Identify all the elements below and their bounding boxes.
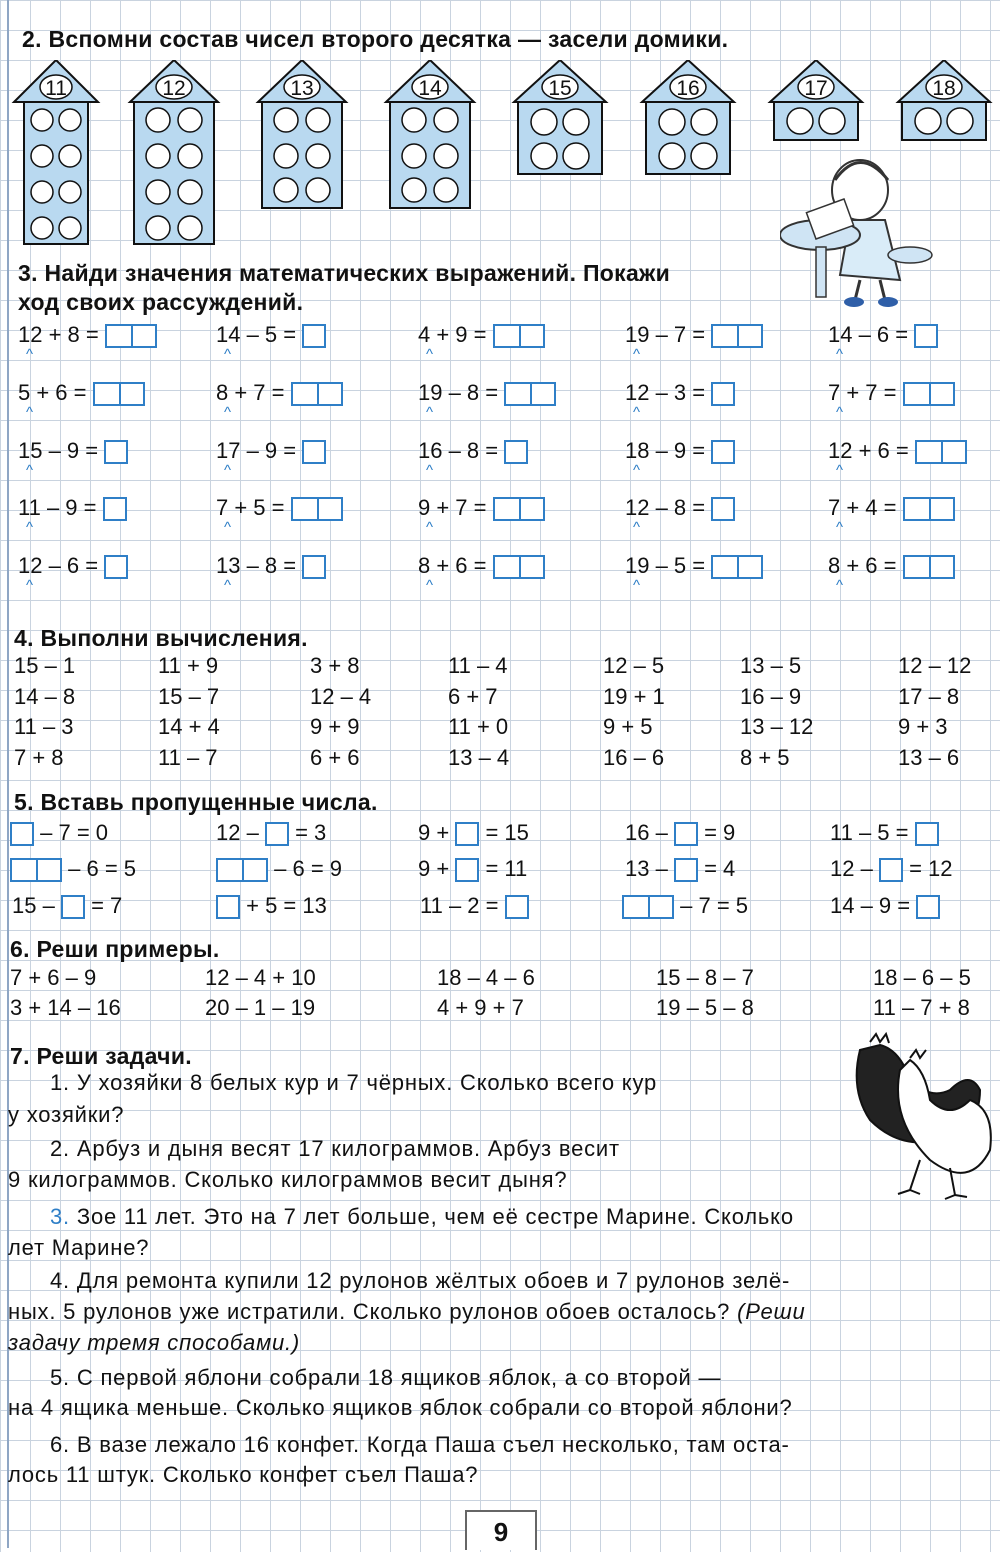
ex3-expression (216, 438, 326, 464)
ex3-expression (216, 322, 326, 348)
ex4-expression: 11 – 4 (448, 653, 508, 678)
ex3-expression (625, 322, 763, 348)
decomposition-mark: ^ (224, 519, 232, 536)
ex4-expression: 11 – 3 (14, 714, 74, 739)
decomposition-mark: ^ (426, 404, 434, 421)
ex3-expression (18, 553, 128, 579)
ex5-item (830, 856, 953, 882)
answer-box[interactable] (265, 822, 289, 846)
decomposition-mark: ^ (836, 462, 844, 479)
ex6-expression: 4 + 9 + 7 (437, 995, 524, 1020)
ex4-expression: 17 – 8 (898, 684, 960, 709)
decomposition-mark: ^ (633, 577, 641, 594)
task-4-line2 (8, 1297, 806, 1327)
ex5-text: = 3 (295, 820, 327, 845)
answer-box[interactable] (105, 324, 157, 348)
decomposition-mark: ^ (836, 519, 844, 536)
answer-box[interactable] (291, 497, 343, 521)
answer-box[interactable] (504, 440, 528, 464)
ex5-item (216, 893, 327, 919)
answer-box[interactable] (915, 440, 967, 464)
ex3-expression (216, 495, 343, 521)
ex3-expression-text: 14 – 5 = (216, 322, 297, 347)
ex5-text: = 12 (909, 856, 953, 881)
ex3-expression-text: 12 + 8 = (18, 322, 99, 347)
answer-box[interactable] (916, 895, 940, 919)
ex5-item (625, 820, 735, 846)
ex7-title: 7. Реши задачи. (10, 1043, 192, 1069)
answer-box[interactable] (103, 497, 127, 521)
answer-box[interactable] (61, 895, 85, 919)
ex6-title: 6. Реши примеры. (10, 936, 220, 962)
ex3-expression (625, 495, 735, 521)
hen-illustration (830, 1030, 995, 1200)
answer-box-double[interactable] (216, 858, 268, 882)
decomposition-mark: ^ (426, 519, 434, 536)
decomposition-mark: ^ (426, 346, 434, 363)
ex5-item (622, 893, 748, 919)
ex4-expression: 12 – 5 (603, 653, 665, 678)
ex5-item (625, 856, 735, 882)
task-4-text: ных. 5 рулонов уже истратили. Сколько рулонов обоев осталось? (8, 1299, 731, 1324)
ex3-expression (828, 438, 967, 464)
ex3-expression-text: 19 – 8 = (418, 380, 499, 405)
ex4-title: 4. Выполни вычисления. (14, 625, 308, 651)
ex4-expression: 13 – 5 (740, 653, 802, 678)
ex3-title: 3. Найди значения математических выражений. Покажи (18, 260, 671, 286)
ex5-title: 5. Вставь пропущенные числа. (14, 789, 378, 815)
answer-box[interactable] (915, 822, 939, 846)
ex4-expression: 9 + 3 (898, 714, 948, 739)
ex5-item (420, 893, 529, 919)
ex3-expression-text: 5 + 6 = (18, 380, 87, 405)
ex3-expression (828, 553, 955, 579)
ex6-expression: 19 – 5 – 8 (656, 995, 754, 1020)
ex5-text: – 6 = 9 (274, 856, 343, 881)
decomposition-mark: ^ (224, 346, 232, 363)
decomposition-mark: ^ (836, 346, 844, 363)
ex4-expression: 15 – 1 (14, 653, 76, 678)
task-4-line1: 4. Для ремонта купили 12 рулонов жёлтых обоев и 7 рулонов зелё- (50, 1268, 791, 1293)
ex5-text: 13 – (625, 856, 668, 881)
ex5-text: 11 – 5 = (830, 820, 909, 845)
ex4-expression: 16 – 9 (740, 684, 802, 709)
ex6-expression: 12 – 4 + 10 (205, 965, 316, 990)
ex5-text: 9 + (418, 856, 450, 881)
answer-box[interactable] (711, 382, 735, 406)
decomposition-mark: ^ (26, 519, 34, 536)
answer-box[interactable] (104, 555, 128, 579)
ex3-expression-text: 16 – 8 = (418, 438, 499, 463)
answer-box[interactable] (493, 555, 545, 579)
ex4-expression: 19 + 1 (603, 684, 665, 709)
task-6-line2: лось 11 штук. Сколько конфет съел Паша? (8, 1462, 479, 1487)
ex3-expression-text: 7 + 4 = (828, 495, 897, 520)
answer-box[interactable] (455, 858, 479, 882)
ex3-expression (418, 495, 545, 521)
ex3-expression (828, 495, 955, 521)
house-12 (130, 60, 218, 244)
answer-box[interactable] (903, 497, 955, 521)
ex3-expression-text: 13 – 8 = (216, 553, 297, 578)
house-label: 14 (418, 77, 442, 100)
decomposition-mark: ^ (224, 577, 232, 594)
ex3-expression (828, 380, 955, 406)
answer-box[interactable] (291, 382, 343, 406)
house-16 (642, 60, 734, 174)
page-number: 9 (465, 1510, 537, 1550)
answer-box[interactable] (10, 822, 34, 846)
decomposition-mark: ^ (836, 577, 844, 594)
ex3-expression-text: 19 – 5 = (625, 553, 706, 578)
decomposition-mark: ^ (633, 404, 641, 421)
house-label: 17 (804, 77, 828, 100)
answer-box[interactable] (493, 497, 545, 521)
ex3-expression (418, 553, 545, 579)
house-label: 11 (45, 77, 67, 100)
ex3-expression-text: 12 + 6 = (828, 438, 909, 463)
ex3-expression-text: 8 + 7 = (216, 380, 285, 405)
ex4-expression: 11 – 7 (158, 745, 218, 770)
house-15 (514, 60, 606, 174)
house-11 (14, 60, 98, 244)
ex5-text: = 7 (91, 893, 123, 918)
girl-illustration (780, 135, 940, 310)
ex4-expression: 12 – 4 (310, 684, 372, 709)
answer-box[interactable] (914, 324, 938, 348)
ex6-expression: 18 – 4 – 6 (437, 965, 535, 990)
task-2-line2: 9 килограммов. Сколько килограммов весит дыня? (8, 1167, 568, 1192)
answer-box[interactable] (711, 555, 763, 579)
ex5-text: = 4 (704, 856, 736, 881)
ex3-expression-text: 7 + 5 = (216, 495, 285, 520)
ex3-expression (625, 553, 763, 579)
decomposition-mark: ^ (633, 519, 641, 536)
ex3-title-2: ход своих рассуждений. (18, 289, 304, 315)
decomposition-mark: ^ (26, 462, 34, 479)
answer-box[interactable] (674, 858, 698, 882)
task-4-note: (Реши (730, 1299, 806, 1324)
answer-box[interactable] (903, 555, 955, 579)
ex3-expression-text: 8 + 6 = (828, 553, 897, 578)
answer-box[interactable] (302, 324, 326, 348)
decomposition-mark: ^ (633, 462, 641, 479)
ex5-text: – 7 = 0 (40, 820, 109, 845)
ex5-text: – 7 = 5 (680, 893, 749, 918)
ex3-expression-text: 11 – 9 = (18, 495, 97, 520)
ex3-expression-text: 18 – 9 = (625, 438, 706, 463)
ex5-item (10, 856, 136, 882)
answer-box[interactable] (903, 382, 955, 406)
ex5-text: 11 – 2 = (420, 893, 499, 918)
ex4-expression: 9 + 9 (310, 714, 360, 739)
answer-box-double[interactable] (10, 858, 62, 882)
ex3-expression (18, 495, 127, 521)
house-label: 15 (548, 77, 572, 100)
ex4-expression: 11 + 0 (448, 714, 509, 739)
answer-box[interactable] (674, 822, 698, 846)
ex4-expression: 3 + 8 (310, 653, 360, 678)
answer-box[interactable] (104, 440, 128, 464)
decomposition-mark: ^ (426, 577, 434, 594)
ex3-expression-text: 12 – 8 = (625, 495, 706, 520)
task-2-line1: 2. Арбуз и дыня весят 17 килограммов. Арбуз весит (50, 1136, 620, 1161)
ex3-expression (216, 380, 343, 406)
ex5-text: + 5 = 13 (246, 893, 327, 918)
house-label: 12 (162, 77, 186, 100)
decomposition-mark: ^ (426, 462, 434, 479)
ex3-expression (18, 322, 157, 348)
ex6-expression: 3 + 14 – 16 (10, 995, 121, 1020)
ex3-expression (828, 322, 938, 348)
task-1-line2: у хозяйки? (8, 1102, 125, 1127)
ex3-expression-text: 4 + 9 = (418, 322, 487, 347)
ex5-item (418, 856, 527, 882)
answer-box[interactable] (493, 324, 545, 348)
ex3-expression (18, 438, 128, 464)
ex4-expression: 11 + 9 (158, 653, 219, 678)
answer-box[interactable] (216, 895, 240, 919)
ex6-expression: 11 – 7 + 8 (873, 995, 970, 1020)
ex4-expression: 14 – 8 (14, 684, 76, 709)
ex4-expression: 14 + 4 (158, 714, 220, 739)
ex3-expression-text: 7 + 7 = (828, 380, 897, 405)
ex4-expression: 16 – 6 (603, 745, 665, 770)
house-13 (258, 60, 346, 208)
decomposition-mark: ^ (224, 462, 232, 479)
house-label: 16 (676, 77, 700, 100)
ex5-text: – 6 = 5 (68, 856, 137, 881)
ex3-expression (418, 438, 528, 464)
house-17 (770, 60, 862, 140)
answer-box[interactable] (93, 382, 145, 406)
ex4-expression: 13 – 4 (448, 745, 510, 770)
answer-box[interactable] (711, 440, 735, 464)
decomposition-mark: ^ (26, 577, 34, 594)
ex5-item (830, 893, 940, 919)
answer-box[interactable] (711, 324, 763, 348)
ex5-item (216, 820, 326, 846)
answer-box[interactable] (504, 382, 556, 406)
task-4-line3: задачу тремя способами.) (8, 1330, 301, 1355)
ex3-expression (625, 380, 735, 406)
ex4-expression: 6 + 7 (448, 684, 498, 709)
decomposition-mark: ^ (26, 404, 34, 421)
ex5-text: = 11 (485, 856, 528, 881)
house-18 (898, 60, 990, 140)
ex3-expression (18, 380, 145, 406)
task-3-line1 (50, 1202, 794, 1232)
ex6-expression: 15 – 8 – 7 (656, 965, 754, 990)
ex4-expression: 9 + 5 (603, 714, 653, 739)
ex3-expression (216, 553, 326, 579)
ex4-expression: 7 + 8 (14, 745, 64, 770)
ex3-expression-text: 12 – 6 = (18, 553, 99, 578)
house-label: 18 (932, 77, 956, 100)
ex3-expression-text: 19 – 7 = (625, 322, 706, 347)
ex3-expression-text: 8 + 6 = (418, 553, 487, 578)
ex5-item (418, 820, 529, 846)
ex6-expression: 20 – 1 – 19 (205, 995, 316, 1020)
decomposition-mark: ^ (836, 404, 844, 421)
ex5-text: = 15 (485, 820, 529, 845)
ex3-expression (418, 380, 556, 406)
ex3-expression (418, 322, 545, 348)
task-1-line1: 1. У хозяйки 8 белых кур и 7 чёрных. Сколько всего кур (50, 1070, 658, 1095)
ex5-text: 14 – 9 = (830, 893, 911, 918)
task-5-line2: на 4 ящика меньше. Сколько ящиков яблок собрали со второй яблони? (8, 1395, 793, 1420)
ex6-expression: 18 – 6 – 5 (873, 965, 971, 990)
ex4-expression: 8 + 5 (740, 745, 790, 770)
ex4-expression: 6 + 6 (310, 745, 360, 770)
ex5-item (12, 893, 122, 919)
ex3-expression-text: 9 + 7 = (418, 495, 487, 520)
answer-box[interactable] (302, 440, 326, 464)
answer-box[interactable] (879, 858, 903, 882)
decomposition-mark: ^ (633, 346, 641, 363)
task-5-line1: 5. С первой яблони собрали 18 ящиков яблок, а со второй — (50, 1365, 722, 1390)
ex4-expression: 13 – 6 (898, 745, 960, 770)
ex5-item (216, 856, 342, 882)
ex3-expression-text: 12 – 3 = (625, 380, 706, 405)
house-14 (386, 60, 474, 208)
ex5-text: 12 – (830, 856, 873, 881)
ex5-text: 15 – (12, 893, 55, 918)
ex5-text: 12 – (216, 820, 259, 845)
task-3-text: Зое 11 лет. Это на 7 лет больше, чем её сестре Марине. Сколько (69, 1204, 794, 1229)
ex4-expression: 15 – 7 (158, 684, 220, 709)
ex6-expression: 7 + 6 – 9 (10, 965, 97, 990)
ex4-expression: 13 – 12 (740, 714, 814, 739)
decomposition-mark: ^ (26, 346, 34, 363)
answer-box[interactable] (302, 555, 326, 579)
ex5-item (830, 820, 939, 846)
house-label: 13 (290, 77, 314, 100)
ex2-title: 2. Вспомни состав чисел второго десятка — засели домики. (22, 26, 729, 52)
task-3-line2: лет Марине? (8, 1235, 150, 1260)
answer-box[interactable] (711, 497, 735, 521)
answer-box[interactable] (455, 822, 479, 846)
ex4-expression: 12 – 12 (898, 653, 972, 678)
ex3-expression-text: 17 – 9 = (216, 438, 297, 463)
ex5-item (10, 820, 108, 846)
ex3-expression-text: 15 – 9 = (18, 438, 99, 463)
ex5-text: = 9 (704, 820, 736, 845)
task-3-number: 3. (50, 1204, 70, 1229)
task-6-line1: 6. В вазе лежало 16 конфет. Когда Паша съел несколько, там оста- (50, 1432, 790, 1457)
ex3-expression-text: 14 – 6 = (828, 322, 909, 347)
answer-box-double[interactable] (622, 895, 674, 919)
decomposition-mark: ^ (224, 404, 232, 421)
ex5-text: 9 + (418, 820, 450, 845)
ex3-expression (625, 438, 735, 464)
answer-box[interactable] (505, 895, 529, 919)
ex5-text: 16 – (625, 820, 668, 845)
